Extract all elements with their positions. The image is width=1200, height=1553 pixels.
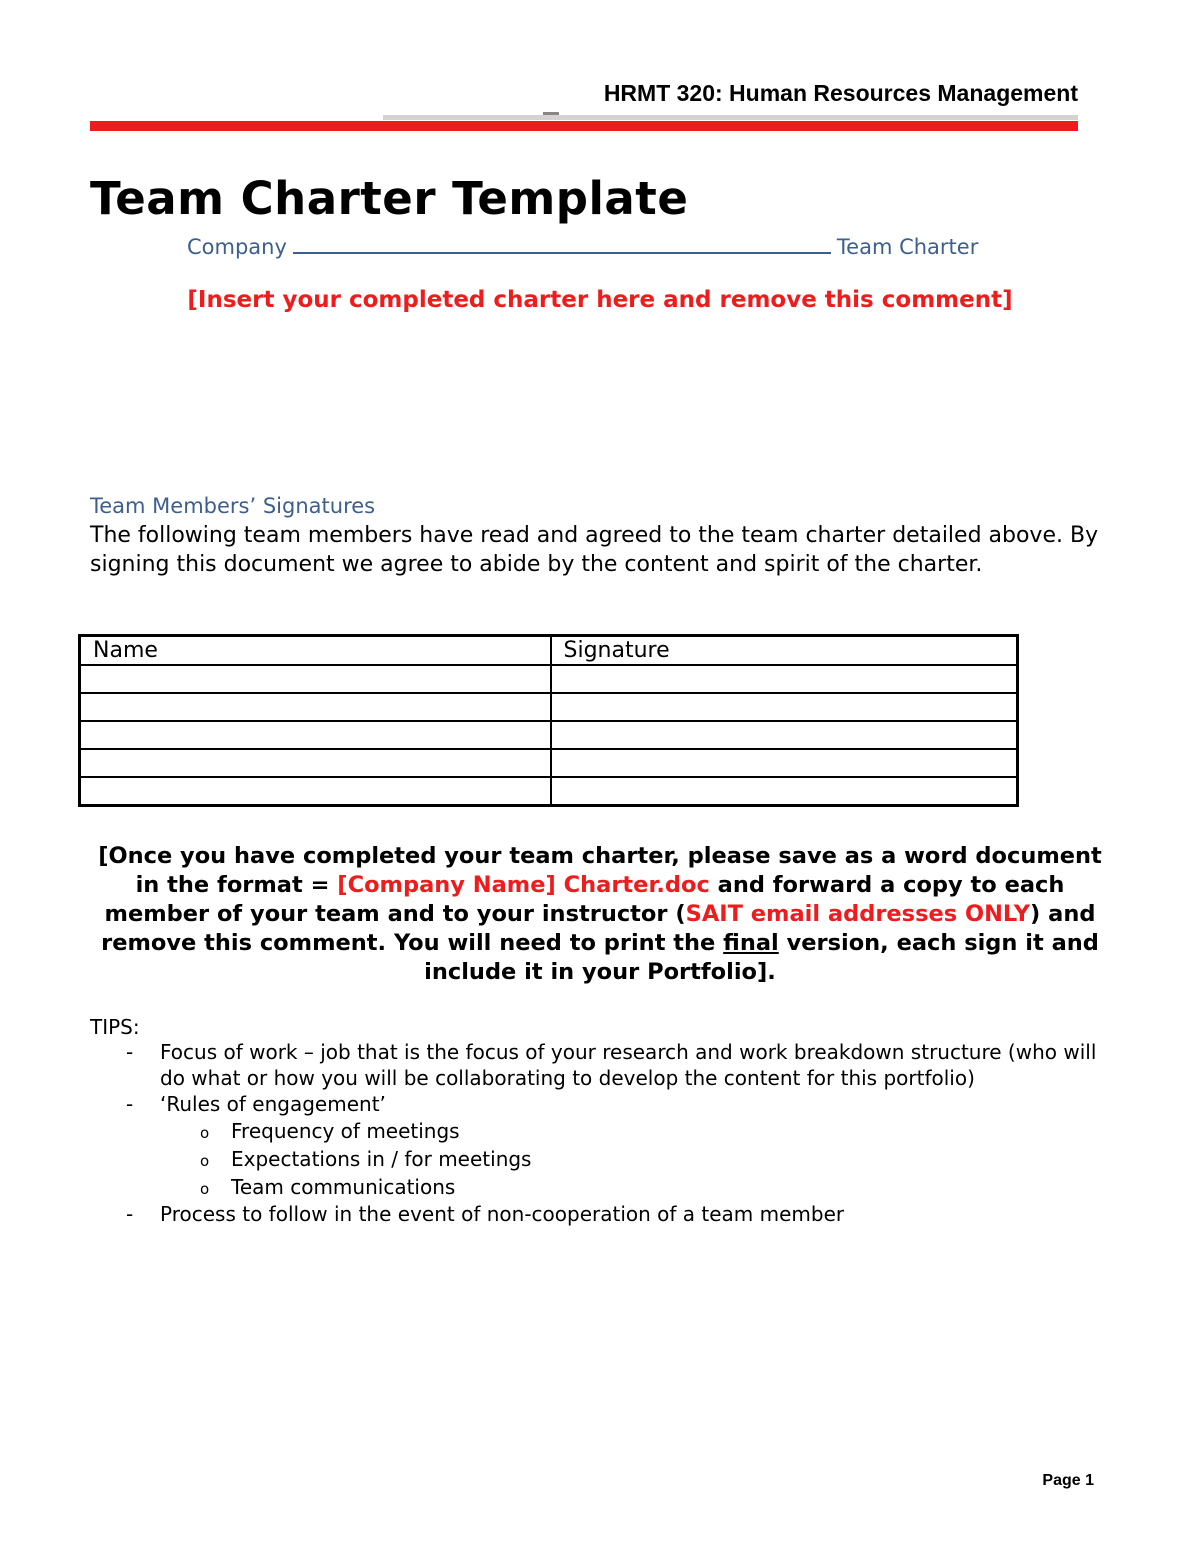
signature-cell [551, 777, 1018, 806]
save-note-text: ) and remove this comment. You will need to print the [101, 901, 1096, 956]
save-note-text: version, each sign it and include it in your Portfolio]. [424, 930, 1099, 985]
signature-cell [551, 693, 1018, 721]
tip-item [90, 1091, 1100, 1117]
table-row [80, 721, 1018, 749]
name-cell [80, 749, 551, 777]
company-line [187, 232, 978, 259]
company-name-blank [293, 232, 831, 254]
company-label: Company [187, 235, 287, 259]
table-row [80, 777, 1018, 806]
file-format-highlight: [Company Name] Charter.doc [337, 872, 710, 898]
dash-marker: - [126, 1040, 134, 1064]
tips-label: TIPS: [90, 1015, 140, 1039]
sub-tip-text: Expectations in / for meetings [231, 1147, 532, 1171]
name-cell [80, 665, 551, 693]
tip-item [90, 1201, 1100, 1227]
signature-cell [551, 749, 1018, 777]
name-cell [80, 693, 551, 721]
page-number: Page 1 [1042, 1472, 1094, 1489]
dash-marker: - [126, 1092, 134, 1116]
signature-cell [551, 721, 1018, 749]
header-rule-gray [383, 115, 1078, 120]
sub-tip-text: Team communications [231, 1175, 456, 1199]
tip-text: Process to follow in the event of non-cooperation of a team member [160, 1202, 845, 1226]
table-header-row [80, 636, 1018, 666]
signature-table [78, 634, 1019, 807]
table-row [80, 693, 1018, 721]
circle-bullet-icon: o [200, 1152, 210, 1170]
sub-tip-item [90, 1117, 1100, 1145]
sub-tip-item [90, 1173, 1100, 1201]
circle-bullet-icon: o [200, 1180, 210, 1198]
tip-text: Focus of work – job that is the focus of your research and work breakdown structure (who will do what or how you will be collaborating to develop the content for this portfolio) [160, 1040, 1097, 1090]
name-cell [80, 777, 551, 806]
circle-bullet-icon: o [200, 1124, 210, 1142]
header-rule-red [90, 121, 1078, 131]
signatures-text: The following team members have read and agreed to the team charter detailed above. By signing this document we agree to abide by the content and spirit of the charter. [90, 523, 1099, 577]
name-column-header: Name [80, 636, 551, 666]
save-instructions-note [90, 842, 1110, 987]
course-title: HRMT 320: Human Resources Management [603, 80, 1078, 106]
signature-cell [551, 665, 1018, 693]
insert-charter-note: [Insert your completed charter here and remove this comment] [187, 287, 1013, 313]
tip-text: ‘Rules of engagement’ [160, 1092, 386, 1116]
sub-tip-item [90, 1145, 1100, 1173]
team-charter-label: Team Charter [836, 235, 979, 259]
sub-tip-text: Frequency of meetings [231, 1119, 460, 1143]
tips-list [90, 1039, 1100, 1227]
final-underlined: final [723, 930, 779, 956]
signature-column-header: Signature [551, 636, 1018, 666]
table-row [80, 665, 1018, 693]
save-note-text: and forward a copy to each member of your team and to your instructor ( [104, 872, 1065, 927]
dash-marker: - [126, 1202, 134, 1226]
tip-item [90, 1039, 1100, 1091]
signatures-heading: Team Members’ Signatures [90, 494, 376, 518]
save-note-text: [Once you have completed your team charter, please save as a word document in the format = [98, 843, 1102, 898]
name-cell [80, 721, 551, 749]
email-highlight: SAIT email addresses ONLY [685, 901, 1031, 927]
table-row [80, 749, 1018, 777]
document-title: Team Charter Template [90, 172, 689, 225]
